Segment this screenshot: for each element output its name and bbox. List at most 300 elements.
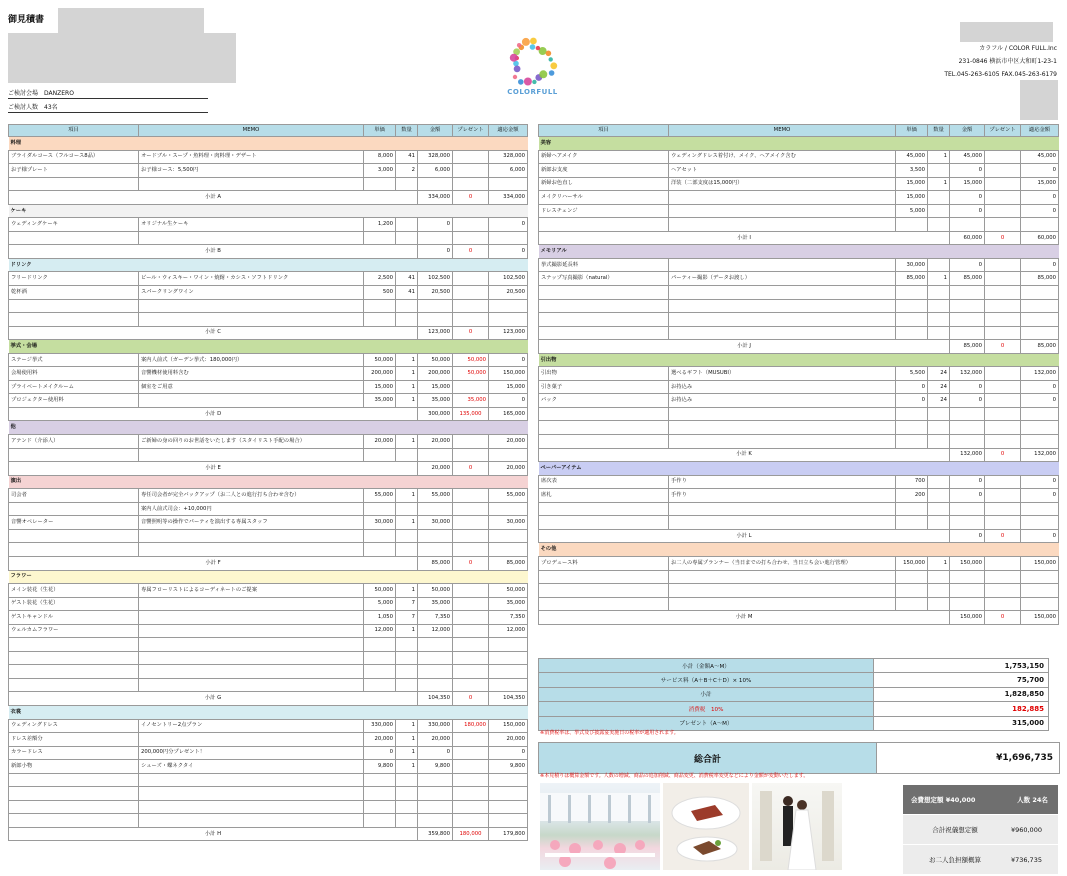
section-row bbox=[9, 421, 528, 435]
table-row bbox=[539, 272, 1059, 286]
cell: 5,000 bbox=[364, 597, 396, 611]
subtotal-amount: 104,350 bbox=[418, 692, 453, 706]
table-row bbox=[539, 502, 1059, 516]
cell bbox=[396, 800, 418, 814]
subtotal-present: 0 bbox=[453, 191, 489, 205]
table-row bbox=[9, 380, 528, 394]
subtotal-label: 小計 H bbox=[9, 827, 418, 841]
column-header: 項目 bbox=[539, 125, 669, 137]
redacted-block bbox=[1020, 80, 1058, 120]
cell bbox=[896, 326, 928, 340]
subtotal-amount: 132,000 bbox=[950, 448, 985, 462]
page-title: 御見積書 bbox=[8, 15, 45, 25]
table-row bbox=[9, 746, 528, 760]
cell bbox=[1021, 502, 1059, 516]
cell: 新郎お支度 bbox=[539, 164, 669, 178]
cell: 0 bbox=[950, 164, 985, 178]
cell: 1 bbox=[396, 353, 418, 367]
company-address: 231-0846 横浜市中区大和町1-23-1 bbox=[958, 58, 1057, 65]
cell bbox=[9, 448, 139, 462]
cell bbox=[539, 597, 669, 611]
section-row bbox=[539, 462, 1059, 476]
venue-line bbox=[8, 88, 208, 99]
cell: 1 bbox=[396, 516, 418, 530]
cell: お子様プレート bbox=[9, 164, 139, 178]
cell bbox=[139, 773, 364, 787]
cell bbox=[950, 421, 985, 435]
cell bbox=[139, 231, 364, 245]
guests-line bbox=[8, 102, 208, 113]
cell: 司会者 bbox=[9, 489, 139, 503]
summary-label: プレゼント（A〜M） bbox=[539, 716, 874, 730]
cell: 24 bbox=[928, 380, 950, 394]
cell: 85,000 bbox=[896, 272, 928, 286]
cell bbox=[453, 286, 489, 300]
cell: 個室をご用意 bbox=[139, 380, 364, 394]
cell: 132,000 bbox=[950, 367, 985, 381]
cell: 6,000 bbox=[489, 164, 528, 178]
cell: ブライダルコース（フルコース8品） bbox=[9, 150, 139, 164]
cell bbox=[985, 164, 1021, 178]
cell bbox=[539, 326, 669, 340]
cell bbox=[418, 678, 453, 692]
cell bbox=[669, 435, 896, 449]
cell bbox=[669, 516, 896, 530]
cell bbox=[896, 597, 928, 611]
summary-row bbox=[539, 659, 1049, 673]
cell bbox=[985, 286, 1021, 300]
table-row bbox=[9, 543, 528, 557]
table-row bbox=[9, 733, 528, 747]
cell: 41 bbox=[396, 272, 418, 286]
cell bbox=[9, 299, 139, 313]
cell bbox=[453, 651, 489, 665]
cell bbox=[396, 773, 418, 787]
cell bbox=[139, 733, 364, 747]
cell bbox=[139, 624, 364, 638]
section-title: 美容 bbox=[539, 137, 1059, 151]
subtotal-label: 小計 I bbox=[539, 231, 950, 245]
cell bbox=[453, 218, 489, 232]
cell: ステージ挙式 bbox=[9, 353, 139, 367]
section-row bbox=[9, 137, 528, 151]
cell bbox=[1021, 407, 1059, 421]
cell: 専任司会者が完全バックアップ（お二人との進行打ち合わせ含む） bbox=[139, 489, 364, 503]
cell: 200,000 bbox=[364, 367, 396, 381]
cell bbox=[1021, 326, 1059, 340]
total-gift-value: ¥960,000 bbox=[1007, 815, 1058, 845]
cell bbox=[9, 177, 139, 191]
subtotal-applied: 334,000 bbox=[489, 191, 528, 205]
cell bbox=[396, 651, 418, 665]
subtotal-label: 小計 K bbox=[539, 448, 950, 462]
cell: 0 bbox=[1021, 164, 1059, 178]
cell bbox=[896, 407, 928, 421]
cell bbox=[669, 570, 896, 584]
cell bbox=[396, 502, 418, 516]
cell: 0 bbox=[950, 489, 985, 503]
estimate-table-right bbox=[538, 124, 1059, 625]
cell: 1 bbox=[928, 556, 950, 570]
subtotal-applied: 123,000 bbox=[489, 326, 528, 340]
summary-label: 消費税 10% bbox=[539, 702, 874, 716]
summary-label: 小計 bbox=[539, 687, 874, 701]
cell bbox=[418, 651, 453, 665]
table-row bbox=[539, 367, 1059, 381]
cell bbox=[1021, 516, 1059, 530]
cell bbox=[396, 218, 418, 232]
cell: 手作り bbox=[669, 489, 896, 503]
column-header: プレゼント bbox=[453, 125, 489, 137]
column-header: 数量 bbox=[396, 125, 418, 137]
cell: 1,050 bbox=[364, 611, 396, 625]
cell: 30,000 bbox=[896, 258, 928, 272]
cell bbox=[539, 218, 669, 232]
cell bbox=[139, 787, 364, 801]
cell bbox=[453, 272, 489, 286]
cell bbox=[928, 286, 950, 300]
cell bbox=[453, 313, 489, 327]
cell: 328,000 bbox=[418, 150, 453, 164]
section-row bbox=[539, 353, 1059, 367]
cell: ドレス差額分 bbox=[9, 733, 139, 747]
cell: 50,000 bbox=[453, 353, 489, 367]
cell bbox=[9, 773, 139, 787]
subtotal-label: 小計 B bbox=[9, 245, 418, 259]
cell bbox=[139, 800, 364, 814]
section-title: 衣裳 bbox=[9, 705, 528, 719]
cell bbox=[950, 435, 985, 449]
cell: 0 bbox=[1021, 489, 1059, 503]
cell bbox=[364, 651, 396, 665]
cell: 0 bbox=[1021, 475, 1059, 489]
cell bbox=[396, 678, 418, 692]
subtotal-amount: 359,800 bbox=[418, 827, 453, 841]
summary-row bbox=[539, 687, 1049, 701]
couple-photo bbox=[752, 783, 842, 870]
cell bbox=[453, 543, 489, 557]
subtotal-applied: 104,350 bbox=[489, 692, 528, 706]
cell bbox=[928, 421, 950, 435]
cell: 5,000 bbox=[896, 204, 928, 218]
cell: 85,000 bbox=[1021, 272, 1059, 286]
subtotal-applied: 165,000 bbox=[489, 407, 528, 421]
cell: パーティー撮影（データお渡し） bbox=[669, 272, 896, 286]
cell bbox=[928, 597, 950, 611]
cell bbox=[9, 814, 139, 828]
cell: 席札 bbox=[539, 489, 669, 503]
cell: 手作り bbox=[669, 475, 896, 489]
cell bbox=[539, 286, 669, 300]
subtotal-row bbox=[9, 326, 528, 340]
subtotal-row bbox=[539, 231, 1059, 245]
cell bbox=[396, 299, 418, 313]
cell: 音響照明等の操作でパーティを演出する専属スタッフ bbox=[139, 516, 364, 530]
cell: 2,500 bbox=[364, 272, 396, 286]
subtotal-present: 0 bbox=[985, 529, 1021, 543]
subtotal-amount: 334,000 bbox=[418, 191, 453, 205]
cell bbox=[928, 218, 950, 232]
cell bbox=[985, 421, 1021, 435]
cell bbox=[418, 800, 453, 814]
company-tel: TEL.045-263-6105 FAX.045-263-6179 bbox=[944, 71, 1057, 78]
cell: 専属フローリストによるコーディネートのご提案 bbox=[139, 584, 364, 598]
cell: 9,800 bbox=[489, 760, 528, 774]
table-row bbox=[9, 584, 528, 598]
section-title: メモリアル bbox=[539, 245, 1059, 259]
cell bbox=[396, 448, 418, 462]
cell: 1 bbox=[396, 380, 418, 394]
cell: 15,000 bbox=[418, 380, 453, 394]
section-title: 引出物 bbox=[539, 353, 1059, 367]
cell bbox=[364, 231, 396, 245]
cell bbox=[950, 584, 985, 598]
cell bbox=[985, 191, 1021, 205]
subtotal-present: 0 bbox=[985, 611, 1021, 625]
cell: 15,000 bbox=[896, 191, 928, 205]
cell: 0 bbox=[950, 258, 985, 272]
cell: 1 bbox=[396, 489, 418, 503]
section-row bbox=[9, 475, 528, 489]
cell: 0 bbox=[364, 746, 396, 760]
cell: 132,000 bbox=[1021, 367, 1059, 381]
cell bbox=[489, 814, 528, 828]
cell bbox=[1021, 570, 1059, 584]
cell: お子様コース：5,500円 bbox=[139, 164, 364, 178]
cell: 330,000 bbox=[418, 719, 453, 733]
cell bbox=[985, 367, 1021, 381]
cell: 1 bbox=[396, 746, 418, 760]
table-row bbox=[539, 286, 1059, 300]
table-row bbox=[9, 353, 528, 367]
cell: 20,000 bbox=[418, 435, 453, 449]
cell bbox=[139, 638, 364, 652]
cell: 5,500 bbox=[896, 367, 928, 381]
cell bbox=[9, 665, 139, 679]
cell: 20,000 bbox=[489, 435, 528, 449]
cell bbox=[364, 773, 396, 787]
cell bbox=[985, 475, 1021, 489]
cell: 150,000 bbox=[950, 556, 985, 570]
table-row bbox=[539, 177, 1059, 191]
cell: 2 bbox=[396, 164, 418, 178]
subtotal-label: 小計 C bbox=[9, 326, 418, 340]
cell bbox=[669, 218, 896, 232]
table-row bbox=[9, 678, 528, 692]
estimate-table-left bbox=[8, 124, 528, 841]
cell bbox=[489, 313, 528, 327]
cell bbox=[489, 678, 528, 692]
cell bbox=[418, 502, 453, 516]
subtotal-row bbox=[9, 556, 528, 570]
cell bbox=[896, 299, 928, 313]
cell bbox=[950, 570, 985, 584]
cell: 音響機材使用料含む bbox=[139, 367, 364, 381]
cell bbox=[928, 516, 950, 530]
cell: ウェルカムフラワー bbox=[9, 624, 139, 638]
cell: スパークリングワイン bbox=[139, 286, 364, 300]
cell bbox=[985, 272, 1021, 286]
table-row bbox=[9, 787, 528, 801]
cell bbox=[418, 448, 453, 462]
guest-count-label: 人数 24名 bbox=[1007, 785, 1058, 815]
estimate-note: ※本見積りは概算金額です。人数の増減、商品の追加削減、商品変更、消費税率変更などにより金額が変動いたします。 bbox=[540, 773, 809, 779]
subtotal-present: 180,000 bbox=[453, 827, 489, 841]
section-title: フラワー bbox=[9, 570, 528, 584]
cell bbox=[896, 584, 928, 598]
cell bbox=[928, 475, 950, 489]
cell bbox=[928, 204, 950, 218]
cell bbox=[985, 150, 1021, 164]
cell bbox=[418, 665, 453, 679]
cell: 0 bbox=[1021, 204, 1059, 218]
cell bbox=[453, 584, 489, 598]
cell: 24 bbox=[928, 394, 950, 408]
cell: ドレスチェンジ bbox=[539, 204, 669, 218]
cell: 席次表 bbox=[539, 475, 669, 489]
cell bbox=[950, 218, 985, 232]
cell: 330,000 bbox=[364, 719, 396, 733]
table-row bbox=[539, 394, 1059, 408]
table-row bbox=[9, 773, 528, 787]
section-title: 挙式・会場 bbox=[9, 340, 528, 354]
cell bbox=[139, 678, 364, 692]
cell bbox=[928, 164, 950, 178]
redacted-block bbox=[960, 22, 1053, 42]
cell bbox=[139, 665, 364, 679]
cell bbox=[364, 638, 396, 652]
cell: 41 bbox=[396, 286, 418, 300]
cell bbox=[539, 502, 669, 516]
subtotal-row bbox=[9, 407, 528, 421]
subtotal-row bbox=[539, 448, 1059, 462]
cell bbox=[453, 502, 489, 516]
subtotal-amount: 150,000 bbox=[950, 611, 985, 625]
cell: 102,500 bbox=[418, 272, 453, 286]
table-row bbox=[539, 570, 1059, 584]
column-header: MEMO bbox=[669, 125, 896, 137]
cell bbox=[985, 177, 1021, 191]
subtotal-row bbox=[539, 340, 1059, 354]
cell bbox=[453, 299, 489, 313]
tax-note: ※消費税率は、挙式及び披露宴実施日の税率が適用されます。 bbox=[540, 730, 679, 736]
section-row bbox=[539, 137, 1059, 151]
cell: 1 bbox=[396, 719, 418, 733]
cell: 0 bbox=[950, 475, 985, 489]
cell bbox=[928, 326, 950, 340]
cell bbox=[896, 218, 928, 232]
cell bbox=[950, 502, 985, 516]
cell: 7,350 bbox=[489, 611, 528, 625]
cell: 35,000 bbox=[489, 597, 528, 611]
table-row bbox=[539, 204, 1059, 218]
cell: 15,000 bbox=[489, 380, 528, 394]
cell: オードブル・スープ・魚料理・肉料理・デザート bbox=[139, 150, 364, 164]
cell bbox=[1021, 286, 1059, 300]
cell: 15,000 bbox=[950, 177, 985, 191]
cell bbox=[396, 177, 418, 191]
column-header: 単価 bbox=[896, 125, 928, 137]
section-row bbox=[9, 570, 528, 584]
cell: 案内人前式司会：+10,000円 bbox=[139, 502, 364, 516]
cell bbox=[539, 516, 669, 530]
table-row bbox=[9, 367, 528, 381]
table-row bbox=[9, 231, 528, 245]
couple-burden-value: ¥736,735 bbox=[1007, 845, 1058, 875]
section-title: 演出 bbox=[9, 475, 528, 489]
subtotal-present: 0 bbox=[453, 692, 489, 706]
cell: オリジナル生ケーキ bbox=[139, 218, 364, 232]
cell: 55,000 bbox=[364, 489, 396, 503]
cell bbox=[139, 529, 364, 543]
table-row bbox=[9, 272, 528, 286]
venue-value: DANZERO bbox=[44, 90, 74, 97]
cell bbox=[364, 448, 396, 462]
column-header: 項目 bbox=[9, 125, 139, 137]
cell: ウェディングケーキ bbox=[9, 218, 139, 232]
table-row bbox=[539, 150, 1059, 164]
column-header: 適応金額 bbox=[1021, 125, 1059, 137]
cell: 3,000 bbox=[364, 164, 396, 178]
cell: 700 bbox=[896, 475, 928, 489]
section-title: 他 bbox=[9, 421, 528, 435]
cell bbox=[950, 516, 985, 530]
cell: 1 bbox=[928, 177, 950, 191]
cell: 45,000 bbox=[1021, 150, 1059, 164]
cell bbox=[489, 773, 528, 787]
subtotal-present: 0 bbox=[453, 326, 489, 340]
cell: 0 bbox=[489, 394, 528, 408]
cell: 3,500 bbox=[896, 164, 928, 178]
venue-label: ご検討会場 bbox=[8, 90, 39, 97]
cell: 0 bbox=[1021, 380, 1059, 394]
cell bbox=[453, 529, 489, 543]
cell bbox=[928, 584, 950, 598]
cell bbox=[453, 177, 489, 191]
cell: 6,000 bbox=[418, 164, 453, 178]
cell: 180,000 bbox=[453, 719, 489, 733]
table-row bbox=[539, 556, 1059, 570]
cell bbox=[453, 489, 489, 503]
grand-total-table bbox=[538, 742, 1060, 774]
food-photo bbox=[663, 783, 749, 870]
table-row bbox=[9, 597, 528, 611]
cell bbox=[669, 502, 896, 516]
subtotal-applied: 20,000 bbox=[489, 462, 528, 476]
cell: 55,000 bbox=[489, 489, 528, 503]
cell: 音響オペレーター bbox=[9, 516, 139, 530]
venue-photo bbox=[540, 783, 660, 870]
summary-value: 75,700 bbox=[874, 673, 1049, 687]
cell bbox=[139, 543, 364, 557]
cell bbox=[453, 746, 489, 760]
table-row bbox=[9, 150, 528, 164]
cell bbox=[453, 611, 489, 625]
summary-value: 1,828,850 bbox=[874, 687, 1049, 701]
cell bbox=[364, 543, 396, 557]
cell: 0 bbox=[1021, 258, 1059, 272]
cell bbox=[1021, 299, 1059, 313]
column-header: 金額 bbox=[950, 125, 985, 137]
subtotal-row bbox=[539, 529, 1059, 543]
cell: 50,000 bbox=[364, 584, 396, 598]
cell bbox=[985, 258, 1021, 272]
section-title: 料理 bbox=[9, 137, 528, 151]
cell: カラードレス bbox=[9, 746, 139, 760]
cell: 12,000 bbox=[489, 624, 528, 638]
cell bbox=[489, 502, 528, 516]
cell bbox=[985, 556, 1021, 570]
